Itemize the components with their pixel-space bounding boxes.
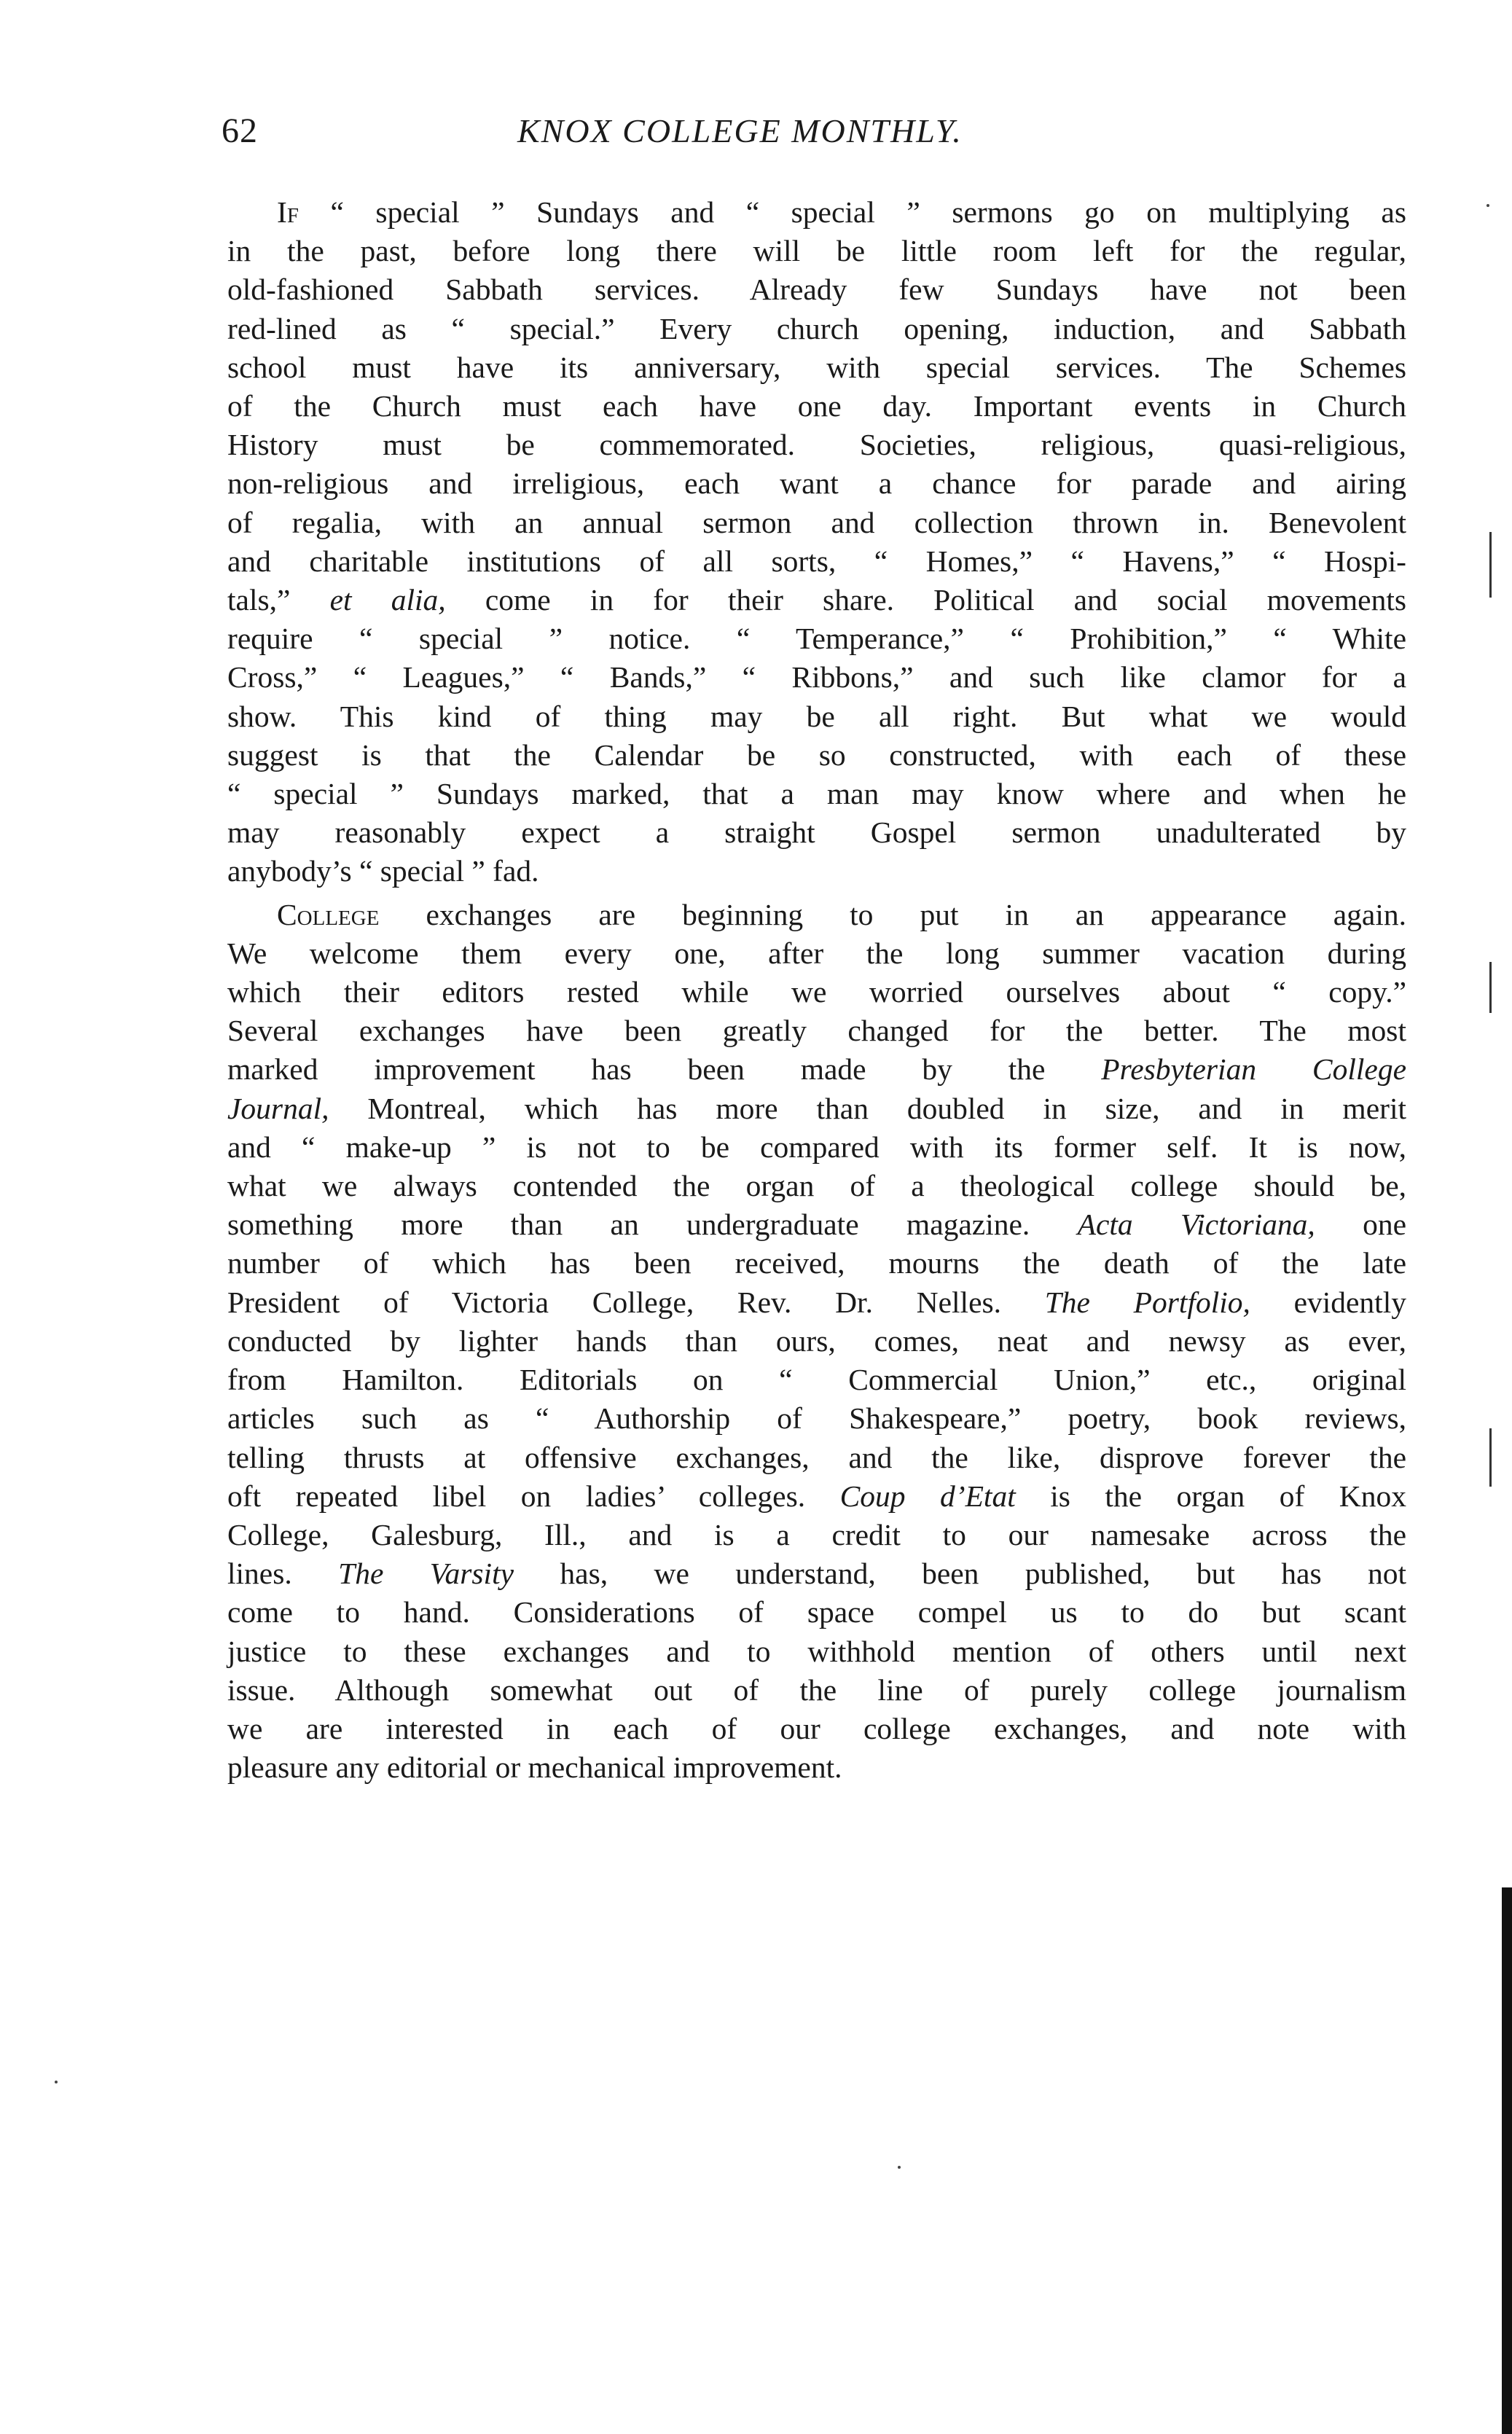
text-line: suggest is that the Calendar be so constructed, with each of these <box>227 737 1406 772</box>
text-line: and “ make-up ” is not to be compared with its former self. It is now, <box>227 1130 1406 1164</box>
paragraph-college-exchanges <box>227 896 1406 1788</box>
text-line: “ special ” Sundays marked, that a man may know where and when he <box>227 777 1406 811</box>
text-line: may reasonably expect a straight Gospel sermon unadulterated by <box>227 815 1406 850</box>
text-line: we are interested in each of our college exchanges, and note with <box>227 1711 1406 1745</box>
text-line: show. This kind of thing may be all right. But what we would <box>227 699 1406 733</box>
text-line: articles such as “ Authorship of Shakespeare,” poetry, book reviews, <box>227 1401 1406 1436</box>
text-line: Several exchanges have been greatly changed for the better. The most <box>227 1014 1406 1048</box>
text-line: from Hamilton. Editorials on “ Commercial Union,” etc., original <box>227 1363 1406 1397</box>
text-line: lines. The Varsity has, we understand, been published, but has not <box>227 1557 1407 1591</box>
text-line: Journal, Montreal, which has more than doubled in size, and in merit <box>227 1091 1407 1125</box>
scan-edge-mark <box>1489 532 1492 598</box>
text-line: College, Galesburg, Ill., and is a credit to our namesake across the <box>227 1517 1406 1551</box>
text-line: anybody’s “ special ” fad. <box>227 854 539 888</box>
text-line: something more than an undergraduate magazine. Acta Victoriana, one <box>227 1208 1407 1242</box>
text-line: school must have its anniversary, with special services. The Schemes <box>227 350 1406 384</box>
text-line: conducted by lighter hands than ours, comes, neat and newsy as ever, <box>227 1323 1406 1358</box>
text-line: If “ special ” Sundays and “ special ” sermons go on multiplying as <box>277 195 1407 229</box>
text-line: marked improvement has been made by the Presbyterian College <box>227 1052 1406 1087</box>
periodical-title: Coup d’Etat <box>839 1479 1016 1513</box>
text-line: issue. Although somewhat out of the line of purely college journalism <box>227 1672 1406 1707</box>
scan-speck <box>898 2166 901 2169</box>
dropcap-word: If <box>277 195 299 229</box>
running-head <box>219 109 1406 160</box>
text-line: in the past, before long there will be little room left for the regular, <box>227 234 1406 268</box>
periodical-title: Journal, <box>227 1091 329 1125</box>
periodical-title: The Varsity <box>338 1557 514 1591</box>
text-line: We welcome them every one, after the long summer vacation during <box>227 936 1406 970</box>
text-line: come to hand. Considerations of space compel us to do but scant <box>227 1595 1406 1629</box>
scan-speck <box>1486 204 1489 207</box>
periodical-title: Presbyterian College <box>1101 1052 1406 1087</box>
paragraph-special-sundays <box>227 193 1406 891</box>
text-line: number of which has been received, mourns the death of the late <box>227 1246 1406 1280</box>
text-line: non-religious and irreligious, each want a chance for parade and airing <box>227 466 1406 501</box>
text-line: oft repeated libel on ladies’ colleges. Coup d’Etat is the organ of Knox <box>227 1479 1406 1513</box>
text-line: justice to these exchanges and to withhold mention of others until next <box>227 1634 1406 1668</box>
text-line: History must be commemorated. Societies, religious, quasi-religious, <box>227 428 1406 462</box>
et-alia: et alia, <box>329 583 446 617</box>
scan-edge-mark <box>1489 1428 1492 1487</box>
text-line: of the Church must each have one day. Important events in Church <box>227 389 1406 423</box>
journal-title: KNOX COLLEGE MONTHLY. <box>517 112 963 149</box>
periodical-title: The Portfolio, <box>1044 1285 1250 1319</box>
scan-edge-mark <box>1489 962 1492 1013</box>
scan-speck <box>55 2081 58 2083</box>
text-line: old-fashioned Sabbath services. Already few Sundays have not been <box>227 273 1406 307</box>
text-line: Cross,” “ Leagues,” “ Bands,” “ Ribbons,” and such like clamor for a <box>227 660 1406 694</box>
text-line: require “ special ” notice. “ Temperance,” “ Prohibition,” “ White <box>227 622 1406 656</box>
text-line: tals,” et alia, come in for their share. Political and social movements <box>227 583 1407 617</box>
text-line: College exchanges are beginning to put in an appearance again. <box>277 897 1407 931</box>
text-line: pleasure any editorial or mechanical improvement. <box>227 1750 842 1785</box>
page-number: 62 <box>222 111 258 150</box>
text-line: and charitable institutions of all sorts, “ Homes,” “ Havens,” “ Hospi- <box>227 544 1406 578</box>
periodical-title: Acta Victoriana, <box>1077 1208 1315 1242</box>
article-body <box>227 193 1406 1791</box>
text-line: what we always contended the organ of a theological college should be, <box>227 1169 1406 1203</box>
dropcap-word: College <box>277 897 380 931</box>
text-line: which their editors rested while we worried ourselves about “ copy.” <box>227 975 1406 1009</box>
scan-edge-shadow <box>1502 1887 1512 2434</box>
text-line: President of Victoria College, Rev. Dr. Nelles. The Portfolio, evidently <box>227 1285 1406 1319</box>
text-line: of regalia, with an annual sermon and collection thrown in. Benevolent <box>227 505 1406 539</box>
text-line: telling thrusts at offensive exchanges, and the like, disprove forever the <box>227 1440 1406 1474</box>
text-line: red-lined as “ special.” Every church opening, induction, and Sabbath <box>227 311 1406 345</box>
